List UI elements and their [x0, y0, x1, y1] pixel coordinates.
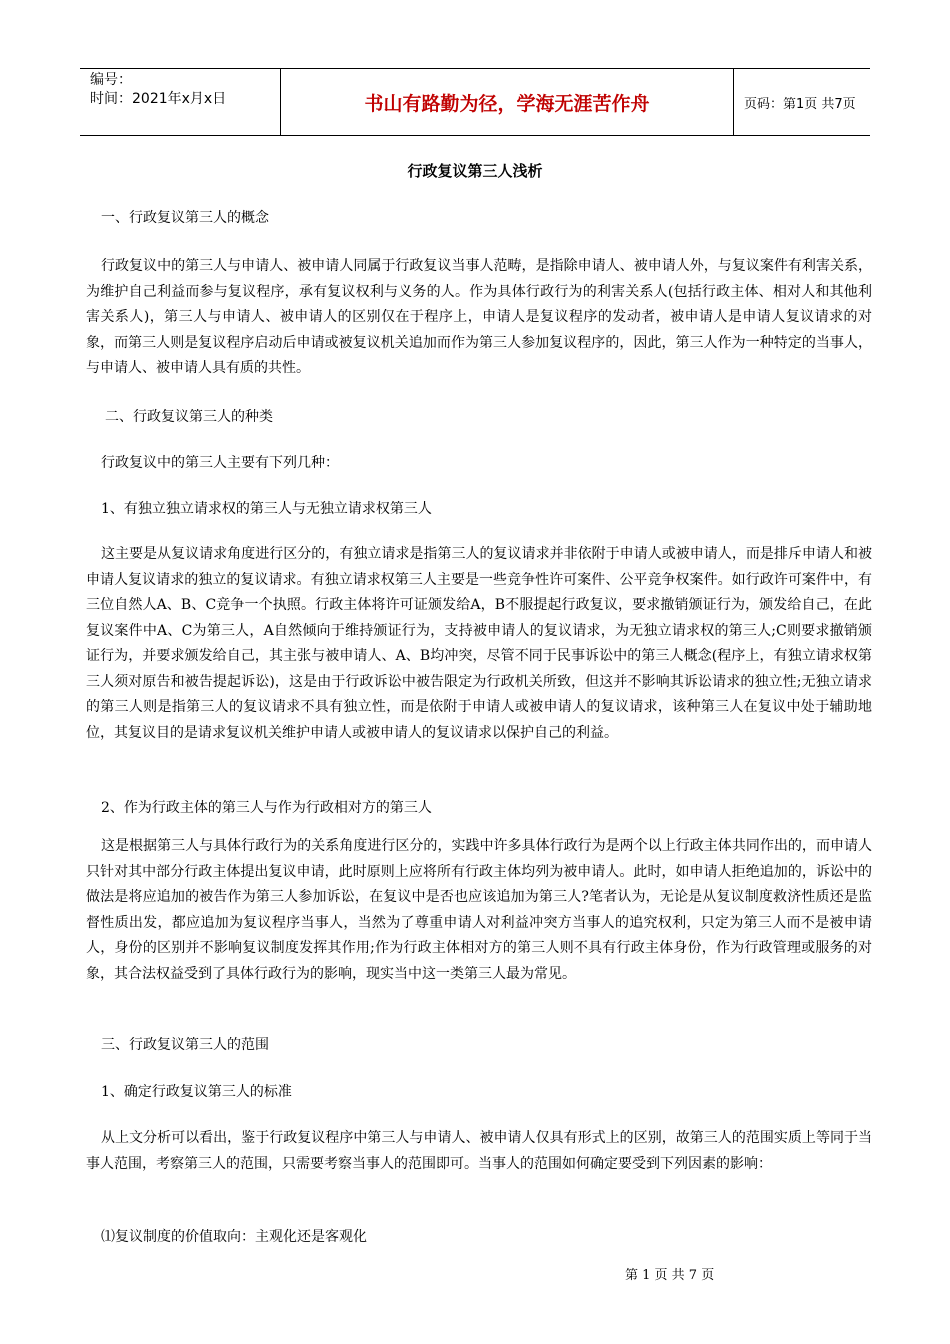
- page-header: [80, 68, 870, 136]
- paragraph-independent-claim: 这主要是从复议请求角度进行区分的，有独立请求是指第三人的复议请求并非依附于申请人或被申请人，而是排斥申请人和被申请人复议请求的独立的复议请求。有独立请求权第三人主要是一些竞争性许可案件、公平竞争权案件。如行政许可案件中，有三位自然人A、B、C竞争一个执照。行政主体将许可证颁发给A，B不服提起行政复议，要求撤销颁证行为，颁发给自己，在此复议案件中A、C为第三人，A自然倾向于维持颁证行为，支持被申请人的复议请求，为无独立请求权的第三人;C则要求撤销颁证行为，并要求颁发给自己，其主张与被申请人、A、B均冲突，尽管不同于民事诉讼中的第三人概念(程序上，有独立请求权第三人须对原告和被告提起诉讼)，这是由于行政诉讼中被告限定为行政机关所致，但这并不影响其诉讼请求的独立性;无独立请求的第三人则是指第三人的复议请求不具有独立性，而是依附于申请人或被申请人的复议请求，该种第三人在复议中处于辅助地位，其复议目的是请求复议机关维护申请人或被申请人的复议请求以保护自己的利益。: [86, 546, 872, 741]
- paragraph-types-intro: 行政复议中的第三人主要有下列几种：: [101, 455, 339, 471]
- section-heading-concept: 一、行政复议第三人的概念: [101, 210, 269, 226]
- subheading-scope-standard: 1、确定行政复议第三人的标准: [101, 1084, 292, 1100]
- paragraph-concept: 行政复议中的第三人与申请人、被申请人同属于行政复议当事人范畴，是指除申请人、被申请人外，与复议案件有利害关系，为维护自己利益而参与复议程序，承有复议权利与义务的人。作为具体行政行为的利害关系人(包括行政主体、相对人和其他利害关系人)，第三人与申请人、被申请人的区别仅在于程序上，申请人是复议程序的发动者，被申请人是申请人复议请求的对象，而第三人则是复议程序启动后申请或被复议机关追加而作为第三人参加复议程序的，因此，第三人作为一种特定的当事人，与申请人、被申请人具有质的共性。: [86, 258, 872, 376]
- subheading-value-orientation: ⑴复议制度的价值取向：主观化还是客观化: [101, 1229, 367, 1245]
- subheading-independent-claim: 1、有独立独立请求权的第三人与无独立请求权第三人: [101, 501, 432, 517]
- section-heading-scope: 三、行政复议第三人的范围: [101, 1037, 269, 1053]
- page-footer: 第 1 页 共 7 页: [625, 1268, 715, 1283]
- paragraph-scope-standard: 从上文分析可以看出，鉴于行政复议程序中第三人与申请人、被申请人仅具有形式上的区别，故第三人的范围实质上等同于当事人范围，考察第三人的范围，只需要考察当事人的范围即可。当事人的范围如何确定要受到下列因素的影响：: [86, 1130, 872, 1172]
- header-meta: [80, 69, 280, 135]
- header-page-info: 页码：第1页 共7页: [744, 96, 856, 112]
- time-label: 时间：2021年x月x日: [90, 91, 227, 107]
- header-motto: 书山有路勤为径，学海无涯苦作舟: [280, 69, 734, 135]
- paragraph-administrative-subject: 这是根据第三人与具体行政行为的关系角度进行区分的，实践中许多具体行政行为是两个以上行政主体共同作出的，而申请人只针对其中部分行政主体提出复议申请，此时原则上应将所有行政主体均列为被申请人。此时，如申请人拒绝追加的，诉讼中的做法是将应追加的被告作为第三人参加诉讼，在复议中是否也应该追加为第三人?笔者认为，无论是从复议制度救济性质还是监督性质出发，都应追加为复议程序当事人，当然为了尊重申请人对利益冲突方当事人的追究权利，只定为第三人而不是被申请人，身份的区别并不影响复议制度发挥其作用;作为行政主体相对方的第三人则不具有行政主体身份，作为行政管理或服务的对象，其合法权益受到了具体行政行为的影响，现实当中这一类第三人最为常见。: [86, 838, 872, 982]
- subheading-administrative-subject: 2、作为行政主体的第三人与作为行政相对方的第三人: [101, 800, 432, 816]
- number-label: 编号：: [90, 72, 132, 88]
- document-title: 行政复议第三人浅析: [407, 162, 543, 180]
- section-heading-types: 二、行政复议第三人的种类: [105, 409, 273, 425]
